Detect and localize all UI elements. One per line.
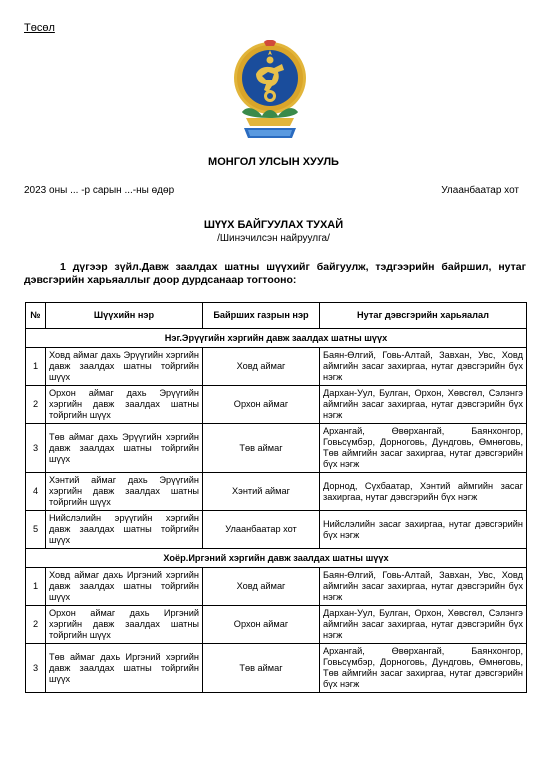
court-location: Орхон аймаг: [203, 386, 320, 424]
court-location: Ховд аймаг: [203, 568, 320, 606]
court-jurisdiction: Дархан-Уул, Булган, Орхон, Хөвсгөл, Сэлэнгэ аймгийн засаг захиргаа, нутаг дэвсгэрийн бүх нэгж: [320, 386, 527, 424]
court-jurisdiction: Дархан-Уул, Булган, Орхон, Хөвсгөл, Сэлэнгэ аймгийн засаг захиргаа, нутаг дэвсгэрийн бүх нэгж: [320, 606, 527, 644]
court-jurisdiction: Баян-Өлгий, Говь-Алтай, Завхан, Увс, Ховд аймгийн засаг захиргаа, нутаг дэвсгэрийн бүх нэгж: [320, 348, 527, 386]
column-header-location: Байрших газрын нэр: [203, 303, 320, 329]
court-location: Төв аймаг: [203, 644, 320, 693]
section-title: Хоёр.Иргэний хэргийн давж заалдах шатны шүүх: [26, 549, 527, 568]
row-number: 2: [26, 386, 46, 424]
article-text: Давж заалдах шатны шүүхийг байгуулж, тэдгээрийн байршил, нутаг дэвсгэрийн харьяаллыг доор дурдсанаар тогтооно:: [24, 261, 527, 286]
court-name: Төв аймаг дахь Иргэний хэргийн давж заалдах шатны тойргийн шүүх: [46, 644, 203, 693]
column-header-jurisdiction: Нутаг дэвсгэрийн харьяалал: [320, 303, 527, 329]
document-subtitle: /Шинэчилсэн найруулга/: [217, 233, 330, 244]
row-number: 2: [26, 606, 46, 644]
row-number: 1: [26, 348, 46, 386]
court-jurisdiction: Архангай, Өвөрхангай, Баянхонгор, Говьсүмбэр, Дорноговь, Дундговь, Өмнөговь, Төв аймгийн засаг захиргаа, нутаг дэвсгэрийн бүх нэгж: [320, 424, 527, 473]
table-header-row: [26, 303, 527, 329]
column-header-court-name: Шүүхийн нэр: [46, 303, 203, 329]
court-name: Орхон аймаг дахь Иргэний хэргийн давж заалдах шатны тойргийн шүүх: [46, 606, 203, 644]
article-paragraph: [24, 261, 526, 287]
court-name: Ховд аймаг дахь Иргэний хэргийн давж заалдах шатны тойргийн шүүх: [46, 568, 203, 606]
court-location: Төв аймаг: [203, 424, 320, 473]
section-title: Нэг.Эрүүгийн хэргийн давж заалдах шатны шүүх: [26, 329, 527, 348]
court-name: Хэнтий аймаг дахь Эрүүгийн хэргийн давж заалдах шатны тойргийн шүүх: [46, 473, 203, 511]
row-number: 3: [26, 424, 46, 473]
court-location: Ховд аймаг: [203, 348, 320, 386]
document-title: ШҮҮХ БАЙГУУЛАХ ТУХАЙ: [203, 219, 344, 231]
table-row: [26, 473, 527, 511]
table-row: [26, 386, 527, 424]
article-number: 1 дүгээр зүйл.: [60, 261, 142, 273]
court-jurisdiction: Нийслэлийн засаг захиргаа, нутаг дэвсгэрийн бүх нэгж: [320, 511, 527, 549]
table-row: [26, 644, 527, 693]
court-name: Төв аймаг дахь Эрүүгийн хэргийн давж заалдах шатны тойргийн шүүх: [46, 424, 203, 473]
court-name: Нийслэлийн эрүүгийн хэргийн давж заалдах шатны тойргийн шүүх: [46, 511, 203, 549]
courts-table: [25, 302, 527, 693]
row-number: 4: [26, 473, 46, 511]
column-header-number: №: [26, 303, 46, 329]
table-row: [26, 606, 527, 644]
court-name: Ховд аймаг дахь Эрүүгийн хэргийн давж заалдах шатны тойргийн шүүх: [46, 348, 203, 386]
city-name: Улаанбаатар хот: [441, 185, 519, 196]
table-row: [26, 424, 527, 473]
section-row: [26, 329, 527, 348]
section-row: [26, 549, 527, 568]
draft-label: Төсөл: [24, 22, 55, 34]
court-jurisdiction: Дорнод, Сүхбаатар, Хэнтий аймгийн засаг захиргаа, нутаг дэвсгэрийн бүх нэгж: [320, 473, 527, 511]
row-number: 1: [26, 568, 46, 606]
law-title: МОНГОЛ УЛСЫН ХУУЛЬ: [208, 156, 339, 168]
court-jurisdiction: Архангай, Өвөрхангай, Баянхонгор, Говьсүмбэр, Дорноговь, Дундговь, Өмнөговь, Төв аймгийн засаг захиргаа, нутаг дэвсгэрийн бүх нэгж: [320, 644, 527, 693]
court-location: Хэнтий аймаг: [203, 473, 320, 511]
court-location: Орхон аймаг: [203, 606, 320, 644]
row-number: 5: [26, 511, 46, 549]
court-name: Орхон аймаг дахь Эрүүгийн хэргийн давж заалдах шатны тойргийн шүүх: [46, 386, 203, 424]
table-row: [26, 511, 527, 549]
court-jurisdiction: Баян-Өлгий, Говь-Алтай, Завхан, Увс, Ховд аймгийн засаг захиргаа, нутаг дэвсгэрийн бүх нэгж: [320, 568, 527, 606]
date-line: 2023 оны ... -р сарын ...-ны өдөр: [24, 185, 175, 196]
table-row: [26, 348, 527, 386]
table-row: [26, 568, 527, 606]
court-location: Улаанбаатар хот: [203, 511, 320, 549]
row-number: 3: [26, 644, 46, 693]
state-emblem-icon: [228, 40, 312, 144]
